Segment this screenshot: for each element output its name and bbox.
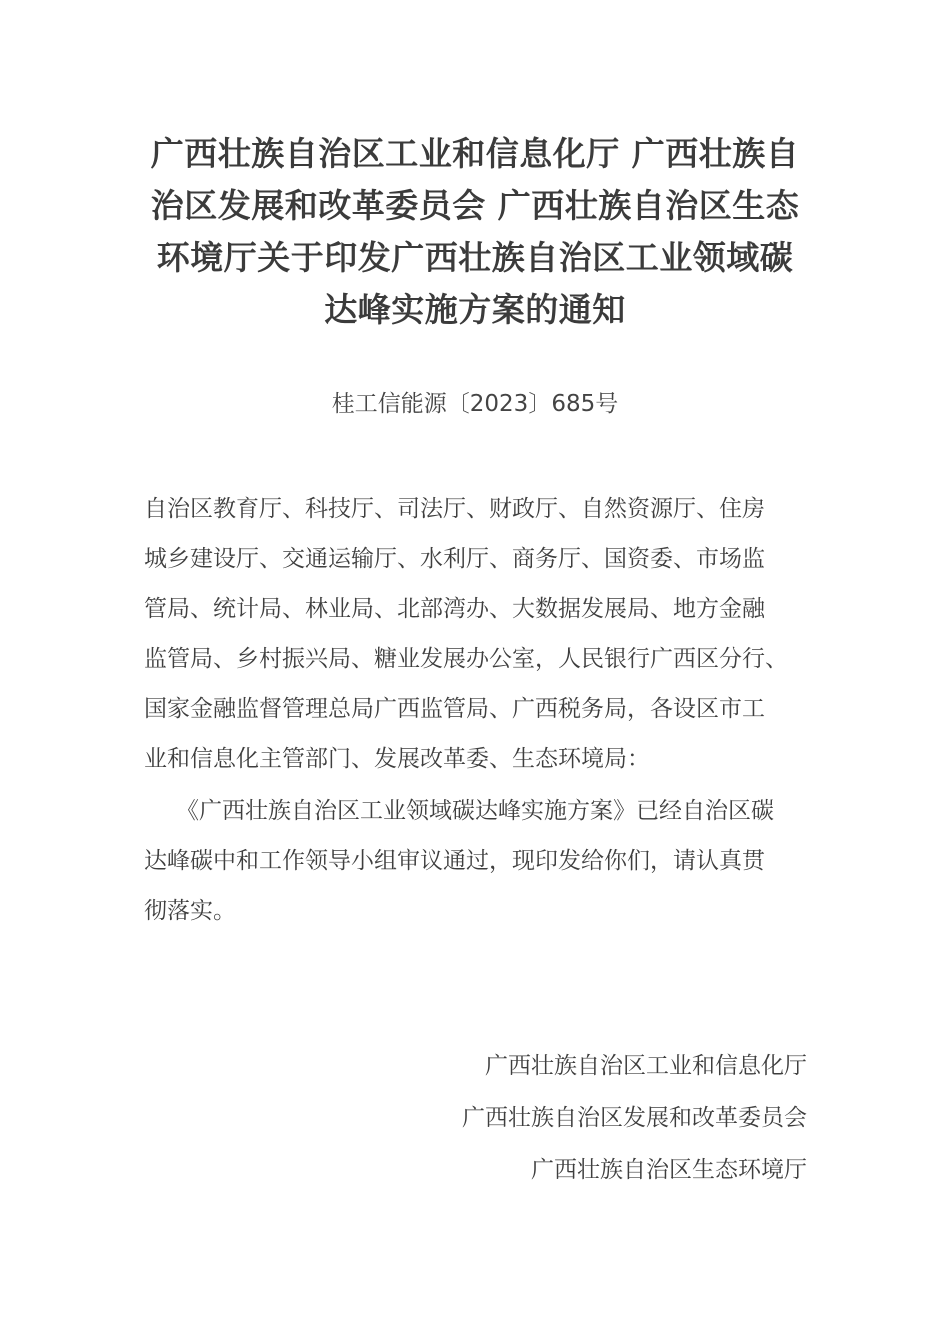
- recipients-line: 自治区教育厅、科技厅、司法厅、财政厅、自然资源厅、住房: [144, 496, 765, 522]
- title-line: 广西壮族自治区工业和信息化厅 广西壮族自: [150, 134, 800, 173]
- signature-line: 广西壮族自治区生态环境厅: [531, 1157, 807, 1183]
- body-line: 《广西壮族自治区工业领域碳达峰实施方案》已经自治区碳: [176, 798, 774, 824]
- signature-line: 广西壮族自治区工业和信息化厅: [485, 1053, 807, 1079]
- document-number: 桂工信能源〔2023〕685号: [331, 391, 619, 417]
- body-line: 彻落实。: [144, 898, 236, 924]
- document-title: [140, 128, 810, 336]
- signature-block: [307, 1040, 807, 1196]
- body-line: 达峰碳中和工作领导小组审议通过，现印发给你们，请认真贯: [144, 848, 765, 874]
- recipients-line: 管局、统计局、林业局、北部湾办、大数据发展局、地方金融: [144, 596, 765, 622]
- recipients-line: 城乡建设厅、交通运输厅、水利厅、商务厅、国资委、市场监: [144, 546, 765, 572]
- recipients-paragraph: [144, 484, 824, 784]
- title-line: 达峰实施方案的通知: [324, 290, 626, 329]
- title-line: 治区发展和改革委员会 广西壮族自治区生态: [150, 186, 800, 225]
- recipients-line: 监管局、乡村振兴局、糖业发展办公室，人民银行广西区分行、: [144, 646, 788, 672]
- recipients-line: 国家金融监督管理总局广西监管局、广西税务局，各设区市工: [144, 696, 765, 722]
- recipients-line: 业和信息化主管部门、发展改革委、生态环境局：: [144, 746, 650, 772]
- title-line: 环境厅关于印发广西壮族自治区工业领域碳: [156, 238, 794, 277]
- signature-line: 广西壮族自治区发展和改革委员会: [462, 1105, 807, 1131]
- body-paragraph: [144, 786, 824, 936]
